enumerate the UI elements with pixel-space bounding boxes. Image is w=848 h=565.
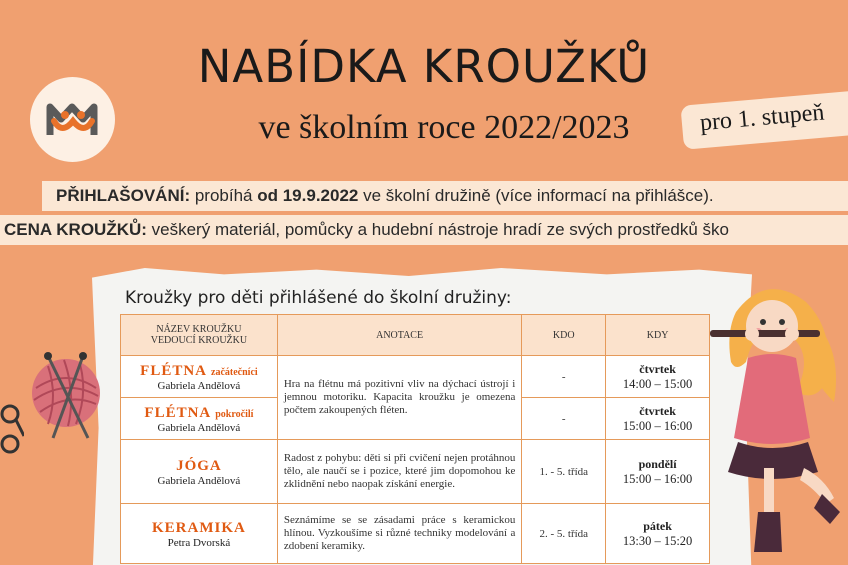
header-name	[121, 315, 278, 356]
header-kdo: KDO	[522, 315, 606, 356]
section-title: Kroužky pro děti přihlášené do školní družiny:	[125, 288, 512, 308]
price-text: veškerý materiál, pomůcky a hudební nástroje hradí ze svých prostředků ško	[146, 220, 729, 239]
club-name-cell	[121, 398, 278, 440]
table-header-row	[121, 315, 710, 356]
header-name-line2: VEDOUCÍ KROUŽKU	[150, 335, 248, 346]
header-kdy: KDY	[606, 315, 710, 356]
club-leader: Gabriela Andělová	[157, 474, 241, 487]
header-anotace: ANOTACE	[277, 315, 522, 356]
club-kdo: -	[522, 398, 606, 440]
club-name-cell	[121, 440, 278, 504]
club-day: čtvrtek	[639, 403, 676, 418]
club-day: pondělí	[638, 456, 677, 471]
price-info	[0, 215, 848, 245]
club-kdo: -	[522, 356, 606, 398]
girl-flute-illustration	[708, 272, 848, 565]
grade-badge: pro 1. stupeň	[680, 90, 848, 150]
scissors-icon	[0, 400, 24, 460]
header-name-line1: NÁZEV KROUŽKU	[156, 324, 242, 335]
club-anotace: Hra na flétnu má pozitivní vliv na dýchací ústrojí i jemnou motoriku. Kapacita kroužku je omezena počtem zakoupených fléten.	[277, 356, 522, 440]
club-kdo: 1. - 5. třída	[522, 440, 606, 504]
club-kdy	[606, 356, 710, 398]
registration-text-pre: probíhá	[190, 186, 258, 205]
club-time: 15:00 – 16:00	[622, 471, 693, 486]
club-time: 13:30 – 15:20	[622, 533, 693, 548]
club-level: začátečníci	[211, 366, 258, 378]
club-kdy	[606, 504, 710, 564]
club-time: 15:00 – 16:00	[622, 418, 693, 433]
club-name: FLÉTNA	[140, 362, 208, 379]
table-row	[121, 356, 710, 398]
club-name: FLÉTNA	[144, 404, 212, 421]
club-leader: Gabriela Andělová	[157, 379, 241, 392]
club-time: 14:00 – 15:00	[622, 376, 693, 391]
table-row	[121, 504, 710, 564]
club-kdy	[606, 440, 710, 504]
clubs-table	[120, 314, 710, 564]
registration-label: PŘIHLAŠOVÁNÍ:	[56, 186, 191, 205]
registration-info	[42, 181, 848, 211]
club-level: pokročilí	[215, 408, 254, 420]
page-title: NABÍDKA KROUŽKŮ	[197, 40, 651, 93]
club-name: KERAMIKA	[151, 519, 246, 536]
club-day: čtvrtek	[639, 361, 676, 376]
yarn-ball-icon	[18, 348, 108, 440]
club-leader: Petra Dvorská	[167, 536, 231, 549]
club-anotace: Radost z pohybu: děti si při cvičení nejen protáhnou tělo, ale naučí se i pozice, které jim dopomohou ke zklidnění nebo naopak získání energie.	[277, 440, 522, 504]
club-day: pátek	[643, 518, 672, 533]
club-name-cell	[121, 356, 278, 398]
club-leader: Gabriela Andělová	[157, 421, 241, 434]
club-kdy	[606, 398, 710, 440]
registration-text-post: ve školní družině (více informací na přihlášce).	[358, 186, 714, 205]
club-name: JÓGA	[176, 457, 222, 474]
price-label: CENA KROUŽKŮ:	[4, 220, 147, 239]
club-name-cell	[121, 504, 278, 564]
page-subtitle: ve školním roce 2022/2023	[258, 109, 630, 146]
table-row	[121, 440, 710, 504]
registration-date: od 19.9.2022	[257, 186, 359, 205]
club-anotace: Seznámíme se se zásadami práce s keramickou hlínou. Vyzkoušíme si různé techniky modelování a zdobení keramiky.	[277, 504, 522, 564]
club-kdo: 2. - 5. třída	[522, 504, 606, 564]
